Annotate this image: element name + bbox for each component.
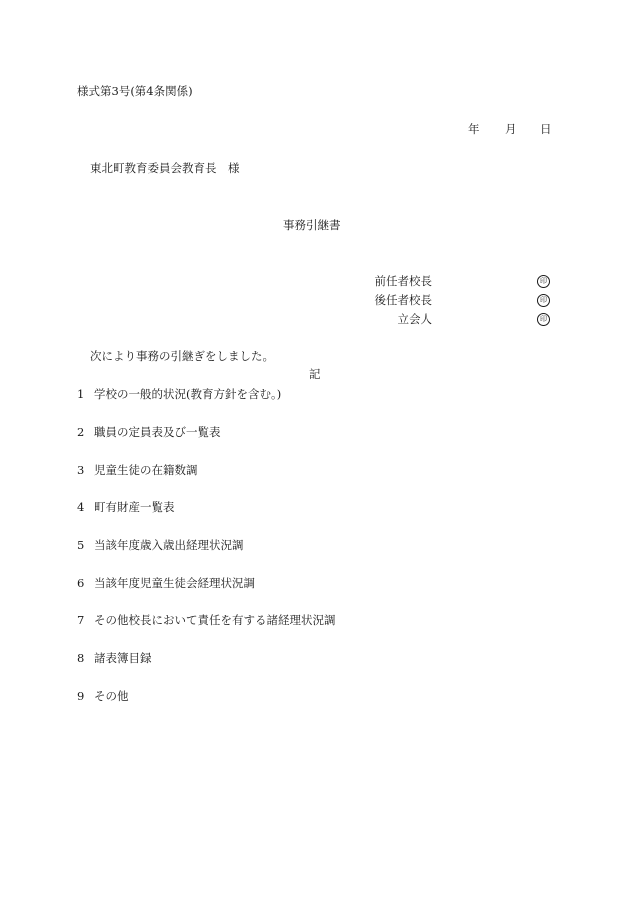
list-item — [77, 425, 221, 439]
signatory-witness: 立会人 — [397, 312, 432, 326]
list-item — [77, 387, 281, 401]
item-text: 職員の定員表及び一覧表 — [94, 425, 221, 439]
item-text: 町有財産一覧表 — [94, 500, 175, 514]
signatory-previous-principal: 前任者校長 — [374, 274, 432, 288]
addressee: 東北町教育委員会教育長 様 — [90, 161, 240, 175]
list-item — [77, 689, 129, 703]
item-text: 当該年度歳入歳出経理状況調 — [94, 538, 244, 552]
item-number: 2 — [77, 425, 85, 439]
signatory-successor-principal: 後任者校長 — [374, 293, 432, 307]
document-title: 事務引継書 — [283, 218, 341, 232]
item-text: その他校長において責任を有する諸経理状況調 — [94, 613, 336, 627]
item-number: 5 — [77, 538, 85, 552]
item-number: 4 — [77, 500, 85, 514]
item-number: 3 — [77, 463, 85, 477]
list-item — [77, 500, 175, 514]
list-item — [77, 538, 244, 552]
item-number: 6 — [77, 576, 85, 590]
item-text: 当該年度児童生徒会経理状況調 — [94, 576, 255, 590]
seal-mark-icon: 印 — [537, 294, 550, 307]
date-day-label: 日 — [540, 122, 552, 136]
date-year-label: 年 — [468, 122, 480, 136]
item-number: 7 — [77, 613, 85, 627]
ki-heading: 記 — [309, 367, 321, 381]
seal-mark-icon: 印 — [537, 275, 550, 288]
item-text: 児童生徒の在籍数調 — [94, 463, 198, 477]
item-text: 諸表簿目録 — [94, 651, 152, 665]
list-item — [77, 613, 336, 627]
date-month-label: 月 — [505, 122, 517, 136]
item-text: その他 — [94, 689, 129, 703]
list-item — [77, 576, 255, 590]
item-number: 9 — [77, 689, 85, 703]
seal-mark-icon: 印 — [537, 313, 550, 326]
list-item — [77, 651, 152, 665]
item-number: 1 — [77, 387, 85, 401]
list-item — [77, 463, 198, 477]
item-number: 8 — [77, 651, 85, 665]
item-text: 学校の一般的状況(教育方針を含む。) — [94, 387, 282, 401]
intro-text: 次により事務の引継ぎをしました。 — [90, 349, 274, 363]
form-number: 様式第3号(第4条関係) — [77, 84, 193, 98]
